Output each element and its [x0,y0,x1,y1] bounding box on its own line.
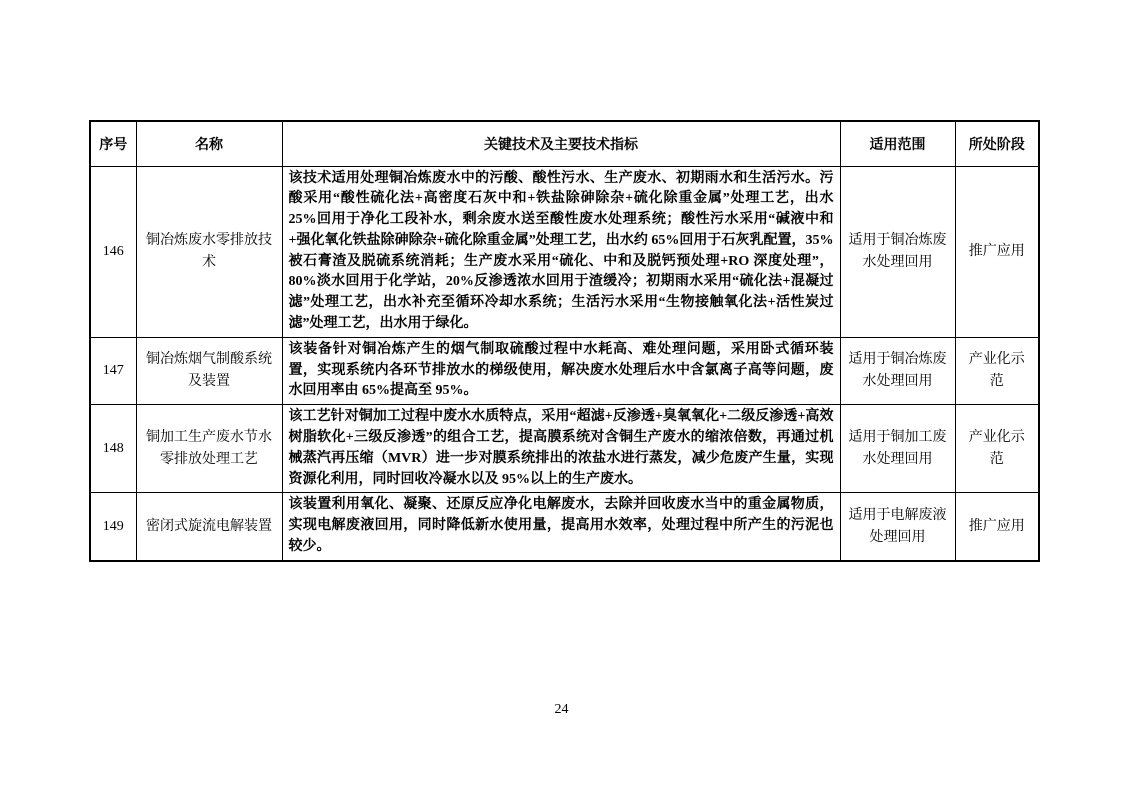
column-header-scope: 适用范围 [840,121,955,166]
technology-table [89,120,1040,562]
stage: 产业化示范 [955,337,1039,404]
applicable-scope: 适用于铜冶炼废水处理回用 [840,337,955,404]
applicable-scope: 适用于铜冶炼废水处理回用 [840,166,955,337]
applicable-scope: 适用于电解废液处理回用 [840,493,955,561]
technology-name: 密闭式旋流电解装置 [136,493,282,561]
technology-name: 铜冶炼废水零排放技术 [136,166,282,337]
column-header-key-tech: 关键技术及主要技术指标 [282,121,840,166]
stage: 推广应用 [955,493,1039,561]
technology-name: 铜冶炼烟气制酸系统及装置 [136,337,282,404]
column-header-stage: 所处阶段 [955,121,1039,166]
key-technology-description: 该装置利用氧化、凝聚、还原反应净化电解废水，去除并回收废水当中的重金属物质，实现电解废液回用，同时降低新水使用量，提高用水效率，处理过程中所产生的污泥也较少。 [282,493,840,561]
technology-name: 铜加工生产废水节水零排放处理工艺 [136,405,282,493]
table-row [90,337,1039,404]
row-index: 148 [90,405,136,493]
table-header-row [90,121,1039,166]
key-technology-description: 该装备针对铜冶炼产生的烟气制取硫酸过程中水耗高、难处理问题，采用卧式循环装置，实现系统内各环节排放水的梯级使用，解决废水处理后水中含氯离子高等问题，废水回用率由 65%提高至 95%。 [282,337,840,404]
column-header-index: 序号 [90,121,136,166]
stage: 产业化示范 [955,405,1039,493]
key-technology-description: 该技术适用处理铜冶炼废水中的污酸、酸性污水、生产废水、初期雨水和生活污水。污酸采用“酸性硫化法+高密度石灰中和+铁盐除砷除杂+硫化除重金属”处理工艺，出水 25%回用于净化工段补水，剩余废水送至酸性废水处理系统；酸性污水采用“碱液中和+强化氧化铁盐除砷除杂+硫化除重金属”处理工艺，出水约 65%回用于石灰乳配置，35%被石膏渣及脱硫系统消耗；生产废水采用“硫化、中和及脱钙预处理+RO 深度处理”，80%淡水回用于化学站，20%反渗透浓水回用于渣缓冷；初期雨水采用“硫化法+混凝过滤”处理工艺，出水补充至循环冷却水系统；生活污水采用“生物接触氧化法+活性炭过滤”处理工艺，出水用于绿化。 [282,166,840,337]
row-index: 147 [90,337,136,404]
table-row [90,405,1039,493]
row-index: 149 [90,493,136,561]
table-row [90,493,1039,561]
applicable-scope: 适用于铜加工废水处理回用 [840,405,955,493]
table-row [90,166,1039,337]
page-number: 24 [554,702,569,717]
stage: 推广应用 [955,166,1039,337]
row-index: 146 [90,166,136,337]
column-header-name: 名称 [136,121,282,166]
key-technology-description: 该工艺针对铜加工过程中废水水质特点，采用“超滤+反渗透+臭氧氧化+二级反渗透+高效树脂软化+三级反渗透”的组合工艺，提高膜系统对含铜生产废水的缩浓倍数，再通过机械蒸汽再压缩（MVR）进一步对膜系统排出的浓盐水进行蒸发，减少危废产生量，实现资源化利用，同时回收冷凝水以及 95%以上的生产废水。 [282,405,840,493]
